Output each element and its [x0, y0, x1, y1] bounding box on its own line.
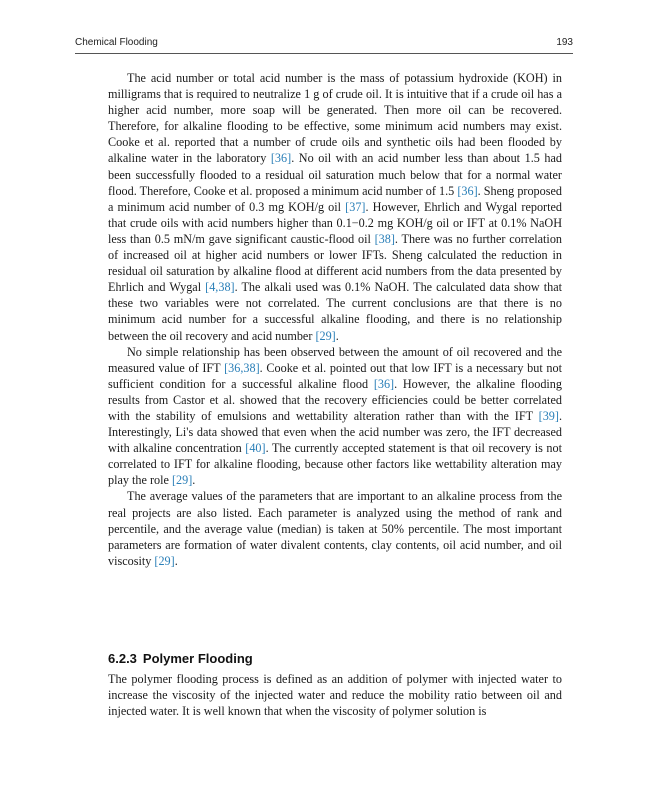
section-number: 6.2.3	[108, 651, 137, 666]
citation-link[interactable]: [29]	[315, 328, 336, 343]
section-title: Polymer Flooding	[142, 651, 253, 666]
citation-link[interactable]: [36,38]	[224, 360, 260, 375]
paragraph-acid-number: The acid number or total acid number is the mass of potassium hydroxide (KOH) in milligrams that is required to neutralize 1 g of crude oil. It is intuitive that if a crude oil has a higher acid number, more soap will be generated. Then more oil can be recovered. Therefore, for alkaline flooding to be effective, some minimum acid numbers may exist. Cooke et al. reported that a number of crude oils and synthetic oils had been flooded by alkaline water in the laboratory [36]. No oil with an acid number less than about 1.5 had been successfully flooded to a residual oil saturation much below that for a normal water flood. Therefore, Cooke et al. proposed a minimum acid number of 1.5 [36]. Sheng proposed a minimum acid number of 0.3 mg KOH/g oil [37]. However, Ehrlich and Wygal reported that crude oils with acid numbers higher than 0.1−0.2 mg KOH/g oil or IFT at 0.1% NaOH less than 0.5 mN/m gave significant caustic-flood oil [38]. There was no further correlation of increased oil at higher acid numbers or lower IFTs. Sheng calculated the reduction in residual oil saturation by alkaline flood at different acid numbers from the data presented by Ehrlich and Wygal [4,38]. The alkali used was 0.1% NaOH. The calculated data show that these two variables were not correlated. The current conclusions are that there is no minimum acid number for a successful alkaline flooding, and there is no relationship between the oil recovery and acid number [29].	[108, 71, 563, 343]
paragraph-parameters: The average values of the parameters that are important to an alkaline process from the real projects are also listed. Each parameter is analyzed using the method of rank and percentile, and the average value (median) is taken at 50% percentile. The most important parameters are formation of water divalent contents, clay contents, oil acid number, and oil viscosity [29].	[108, 489, 562, 568]
citation-link[interactable]: [36]	[270, 151, 292, 166]
citation-link[interactable]: [40]	[245, 441, 266, 456]
citation-link[interactable]: [38]	[374, 231, 395, 246]
header-divider	[75, 53, 573, 54]
citation-link[interactable]: [4,38]	[205, 280, 235, 295]
page-number: 193	[556, 37, 573, 48]
citation-link[interactable]: [37]	[345, 199, 366, 214]
citation-link[interactable]: [36]	[373, 376, 395, 391]
citation-link[interactable]: [29]	[171, 473, 193, 488]
section-body	[108, 671, 562, 719]
citation-link[interactable]: [29]	[154, 553, 175, 568]
citation-link[interactable]: [36]	[457, 183, 478, 198]
body-text	[108, 70, 562, 569]
paragraph-polymer-flooding: The polymer flooding process is defined as an addition of polymer with injected water to increase the viscosity of the injected water and reduce the mobility ratio between oil and injected water. It is well known that when the viscosity of polymer solution is	[108, 672, 562, 719]
chapter-title: Chemical Flooding	[75, 37, 158, 48]
citation-link[interactable]: [39]	[538, 408, 559, 423]
section-heading	[108, 651, 253, 666]
paragraph-ift: No simple relationship has been observed between the amount of oil recovered and the measured value of IFT [36,38]. Cooke et al. pointed out that low IFT is a necessary but not sufficient condition for a successful alkaline flood [36]. However, the alkaline flooding results from Castor et al. showed that the recovery efficiencies could be better correlated with the stability of emulsions and wettability alteration rather than with the IFT [39]. Interestingly, Li's data showed that even when the acid number was zero, the IFT decreased with alkaline concentration [40]. The currently accepted statement is that oil recovery is not correlated to IFT for alkaline flooding, because other factors like wettability alteration may play the role [29].	[108, 344, 562, 488]
